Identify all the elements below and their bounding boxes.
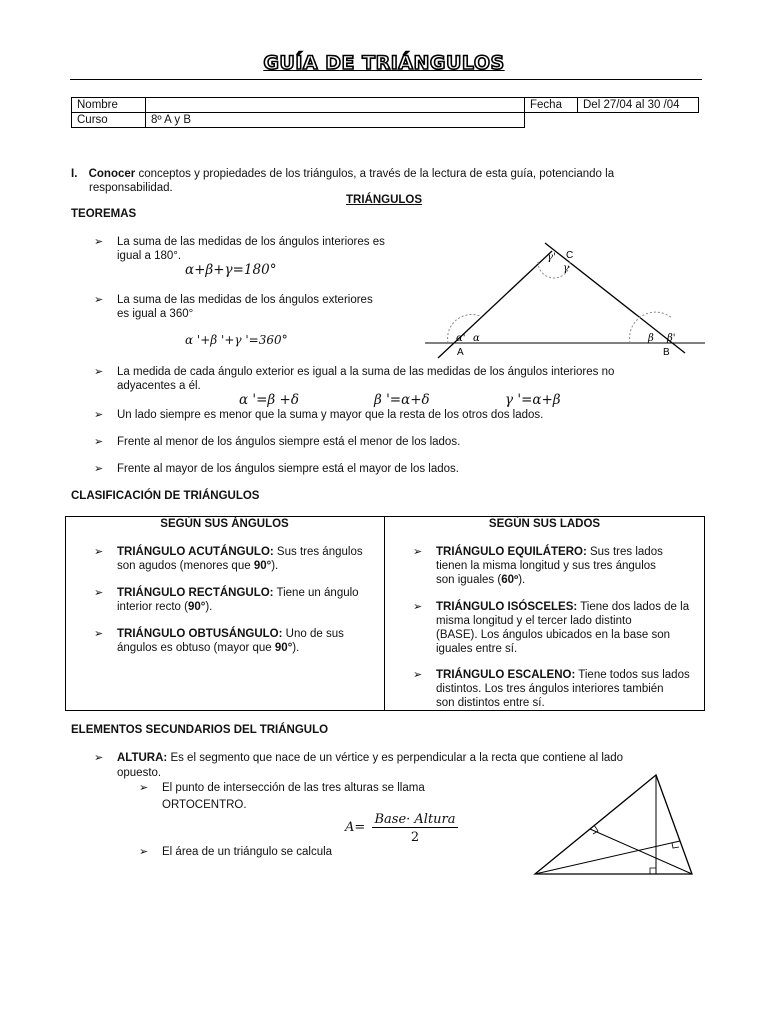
bullet-arrow-icon: ➢ [94, 366, 104, 378]
orthocenter-figure [530, 770, 700, 880]
objective-text-1: conceptos y propiedades de los triángulos, a través de la lectura de esta guía, potenciando la [135, 168, 615, 180]
bullet-arrow-icon: ➢ [94, 236, 104, 248]
ortocentro-line2: ORTOCENTRO. [162, 799, 247, 811]
nombre-field[interactable] [146, 98, 525, 113]
bullet-arrow-icon: ➢ [139, 782, 149, 794]
altura-from-right [590, 829, 692, 874]
label-beta-prime: β' [667, 333, 676, 344]
info-table [71, 97, 699, 128]
teoremas-heading: TEOREMAS [71, 208, 137, 220]
nombre-label: Nombre [72, 98, 146, 113]
clasificacion-heading: CLASIFICACIÓN DE TRIÁNGULOS [71, 490, 260, 502]
teorema-2-line2: es igual a 360° [117, 308, 194, 320]
equilatero-line3: son iguales (60º). [436, 574, 526, 586]
objective-text-2: responsabilidad. [89, 182, 173, 194]
objective-lead: Conocer [88, 168, 136, 180]
triangle-outline [535, 775, 692, 874]
teorema-5: Frente al menor de los ángulos siempre está el menor de los lados. [117, 436, 461, 448]
isosceles-line3: (BASE). Los ángulos ubicados en la base son [436, 629, 670, 641]
area-formula-denominator: 2 [410, 830, 420, 845]
rectangulo-line2: interior recto (90°). [117, 601, 213, 613]
isosceles-line4: iguales entre sí. [436, 643, 518, 655]
teorema-3-formula-2: β '=α+δ [374, 392, 430, 408]
label-vertex-b: B [663, 347, 670, 358]
obtusangulo-line1: TRIÁNGULO OBTUSÁNGULO: Uno de sus [117, 628, 344, 640]
label-gamma: γ [563, 263, 569, 274]
teorema-3-line2: adyacentes a él. [117, 380, 201, 392]
area-formula-lhs: A= [345, 820, 366, 835]
fecha-label: Fecha [525, 98, 578, 113]
ortocentro-line1: El punto de intersección de las tres alturas se llama [162, 782, 425, 794]
isosceles-line1: TRIÁNGULO ISÓSCELES: Tiene dos lados de la [436, 601, 690, 613]
teorema-3-formula-1: α '=β +δ [239, 392, 299, 408]
label-vertex-c: C [566, 250, 574, 261]
bullet-arrow-icon: ➢ [413, 601, 423, 613]
altura-line1: ALTURA: Es el segmento que nace de un vértice y es perpendicular a la recta que contiene al lado [117, 752, 624, 764]
col-angulos-head: SEGÚN SUS ÁNGULOS [160, 518, 289, 530]
label-alpha: α [473, 333, 480, 344]
escaleno-line1: TRIÁNGULO ESCALENO: Tiene todos sus lados [436, 669, 690, 681]
bullet-arrow-icon: ➢ [94, 463, 104, 475]
rectangulo-line1: TRIÁNGULO RECTÁNGULO: Tiene un ángulo [117, 587, 359, 599]
area-line: El área de un triángulo se calcula [162, 846, 333, 858]
area-formula-numerator: Base· Altura [372, 812, 458, 828]
col-lados-head: SEGÚN SUS LADOS [488, 518, 601, 530]
bullet-arrow-icon: ➢ [94, 436, 104, 448]
bullet-arrow-icon: ➢ [413, 546, 423, 558]
curso-value: 8º A y B [146, 113, 525, 128]
acutangulo-line1: TRIÁNGULO ACUTÁNGULO: Sus tres ángulos [117, 546, 363, 558]
bullet-arrow-icon: ➢ [94, 628, 104, 640]
section-title: TRIÁNGULOS [346, 194, 423, 206]
bullet-arrow-icon: ➢ [94, 409, 104, 421]
acutangulo-line2: son agudos (menores que 90°). [117, 560, 279, 572]
bullet-arrow-icon: ➢ [94, 587, 104, 599]
label-alpha-prime: α' [456, 333, 466, 344]
equilatero-line2: tienen la misma longitud y sus tres ángulos [436, 560, 656, 572]
teorema-2-formula: α '+β '+γ '=360° [185, 333, 288, 347]
right-angle-mark-3 [672, 843, 679, 848]
right-angle-mark-1 [650, 868, 656, 874]
teorema-3-formula-3: γ '=α+β [505, 392, 561, 408]
objective-numeral: I. [71, 168, 78, 180]
teorema-3-line1: La medida de cada ángulo exterior es igual a la suma de las medidas de los ángulos interiores no [117, 366, 615, 378]
equilatero-line1: TRIÁNGULO EQUILÁTERO: Sus tres lados [436, 546, 663, 558]
objective [71, 167, 614, 182]
teorema-1-line1: La suma de las medidas de los ángulos interiores es [117, 236, 385, 248]
title-rule [70, 79, 702, 80]
fecha-value: Del 27/04 al 30 /04 [578, 98, 699, 113]
label-beta: β [648, 333, 654, 344]
escaleno-line3: son distintos entre sí. [436, 697, 545, 709]
obtusangulo-line2: ángulos es obtuso (mayor que 90°). [117, 642, 300, 654]
bullet-arrow-icon: ➢ [139, 846, 149, 858]
altura-line2: opuesto. [117, 767, 162, 779]
teorema-2-line1: La suma de las medidas de los ángulos exteriores [117, 294, 373, 306]
bullet-arrow-icon: ➢ [94, 546, 104, 558]
teorema-6: Frente al mayor de los ángulos siempre está el mayor de los lados. [117, 463, 459, 475]
clasificacion-divider [384, 516, 385, 711]
escaleno-line2: distintos. Los tres ángulos interiores también [436, 683, 664, 695]
elementos-heading: ELEMENTOS SECUNDARIOS DEL TRIÁNGULO [71, 724, 329, 736]
label-gamma-prime: γ' [547, 252, 556, 263]
teorema-1-formula: α+β+γ=180° [185, 262, 277, 278]
page-title: GUÍA DE TRIÁNGULOS [263, 52, 505, 74]
bullet-arrow-icon: ➢ [94, 294, 104, 306]
bullet-arrow-icon: ➢ [413, 669, 423, 681]
isosceles-line2: misma longitud y el tercer lado distinto [436, 615, 632, 627]
curso-label: Curso [72, 113, 146, 128]
teorema-1-line2: igual a 180°. [117, 250, 182, 262]
triangle-angles-figure [420, 238, 710, 363]
altura-from-left [535, 841, 680, 874]
label-vertex-a: A [457, 347, 464, 358]
bullet-arrow-icon: ➢ [94, 752, 104, 764]
teorema-4: Un lado siempre es menor que la suma y mayor que la resta de los otros dos lados. [117, 409, 544, 421]
